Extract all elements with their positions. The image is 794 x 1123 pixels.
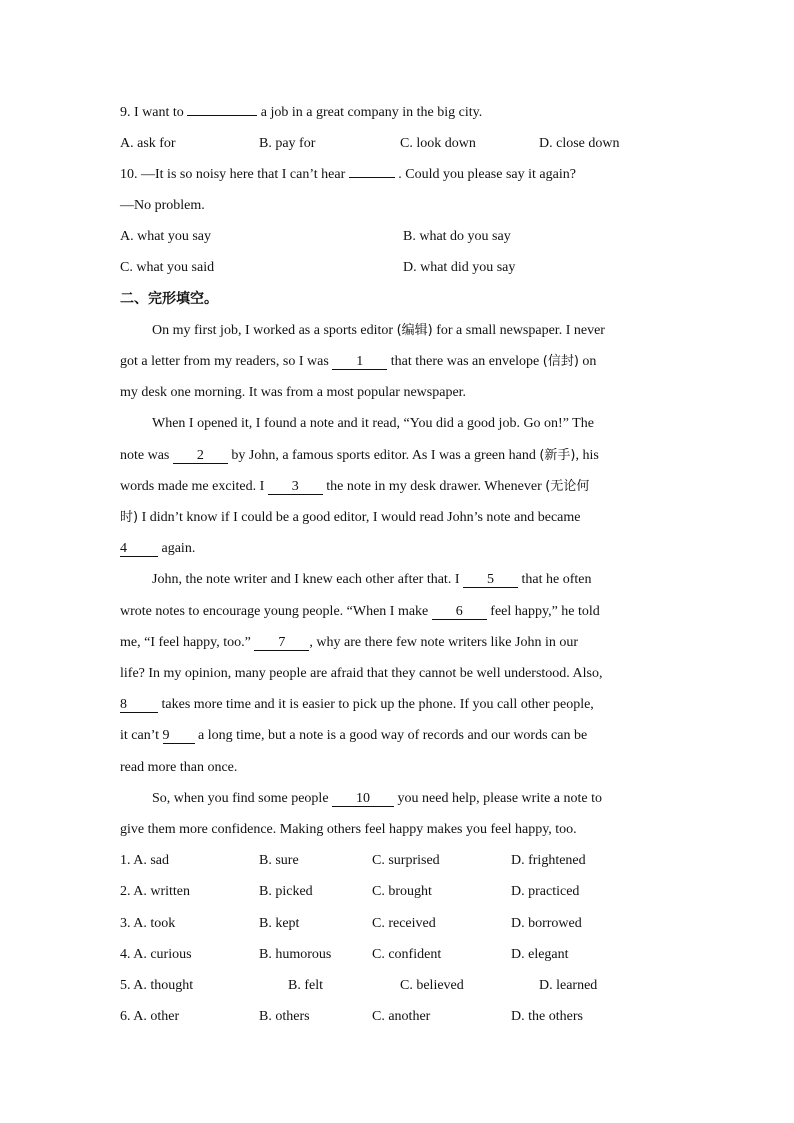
cloze-option[interactable]: D. borrowed — [511, 916, 582, 931]
passage-line: it can’t 9 a long time, but a note is a good way of records and our words can be — [120, 728, 588, 743]
cloze-option[interactable]: 2. A. written — [120, 884, 190, 899]
question-text: a job in a great company in the big city. — [260, 105, 483, 120]
cloze-option[interactable]: B. humorous — [259, 947, 332, 962]
answer-blank[interactable] — [187, 115, 257, 116]
passage-line: got a letter from my readers, so I was 1 that there was an envelope (信封) on — [120, 354, 597, 369]
passage-line: life? In my opinion, many people are afraid that they cannot be well understood. Also, — [120, 666, 603, 681]
answer-blank[interactable] — [349, 177, 395, 178]
cloze-option[interactable]: C. received — [372, 916, 436, 931]
question-text: 9. I want to — [120, 105, 188, 120]
cloze-option[interactable]: 5. A. thought — [120, 978, 194, 993]
passage-line: 8 takes more time and it is easier to pick up the phone. If you call other people, — [120, 697, 594, 712]
cloze-option[interactable]: 6. A. other — [120, 1009, 180, 1024]
cloze-option[interactable]: 1. A. sad — [120, 853, 169, 868]
cloze-blank-2[interactable]: 2 — [173, 449, 228, 464]
cloze-blank-7[interactable]: 7 — [254, 636, 309, 651]
passage-line: wrote notes to encourage young people. “When I make 6 feel happy,” he told — [120, 604, 600, 619]
passage-line: me, “I feel happy, too.” 7 , why are there few note writers like John in our — [120, 635, 579, 650]
cloze-option[interactable]: B. sure — [259, 853, 299, 868]
passage-line: words made me excited. I 3 the note in my desk drawer. Whenever (无论何 — [120, 479, 590, 494]
passage-line: When I opened it, I found a note and it read, “You did a good job. Go on!” The — [152, 416, 594, 431]
cloze-option[interactable]: C. another — [372, 1009, 431, 1024]
option-a[interactable]: A. what you say — [120, 229, 211, 244]
question-9 — [120, 104, 482, 122]
cloze-option[interactable]: D. learned — [539, 978, 598, 993]
question-10-reply: —No problem. — [120, 198, 205, 213]
question-text: . Could you please say it again? — [398, 167, 576, 182]
question-text: 10. —It is so noisy here that I can’t hear — [120, 167, 349, 182]
passage-line: read more than once. — [120, 760, 238, 775]
cloze-option[interactable]: C. brought — [372, 884, 432, 899]
cloze-blank-3[interactable]: 3 — [268, 480, 323, 495]
option-c[interactable]: C. what you said — [120, 260, 215, 275]
option-d[interactable]: D. what did you say — [403, 260, 516, 275]
cloze-option[interactable]: 3. A. took — [120, 916, 176, 931]
cloze-option[interactable]: C. surprised — [372, 853, 440, 868]
cloze-blank-8[interactable]: 8 — [120, 698, 158, 713]
passage-line: note was 2 by John, a famous sports editor. As I was a green hand (新手), his — [120, 448, 599, 463]
cloze-option[interactable]: B. felt — [288, 978, 323, 993]
option-b[interactable]: B. pay for — [259, 136, 316, 151]
cloze-blank-10[interactable]: 10 — [332, 792, 394, 807]
cloze-blank-1[interactable]: 1 — [332, 355, 387, 370]
cloze-option[interactable]: 4. A. curious — [120, 947, 192, 962]
cloze-option[interactable]: B. kept — [259, 916, 300, 931]
cloze-option[interactable]: B. others — [259, 1009, 310, 1024]
cloze-option[interactable]: C. confident — [372, 947, 442, 962]
option-b[interactable]: B. what do you say — [403, 229, 511, 244]
cloze-blank-9[interactable]: 9 — [163, 729, 195, 744]
passage-line: 4 again. — [120, 541, 196, 556]
section-title: 二、完形填空。 — [120, 291, 218, 307]
cloze-blank-6[interactable]: 6 — [432, 605, 487, 620]
cloze-option[interactable]: D. practiced — [511, 884, 580, 899]
option-a[interactable]: A. ask for — [120, 136, 176, 151]
cloze-option[interactable]: C. believed — [400, 978, 464, 993]
passage-line: John, the note writer and I knew each other after that. I 5 that he often — [152, 572, 592, 587]
cloze-option[interactable]: D. the others — [511, 1009, 583, 1024]
option-d[interactable]: D. close down — [539, 136, 620, 151]
cloze-option[interactable]: D. frightened — [511, 853, 586, 868]
cloze-option[interactable]: B. picked — [259, 884, 313, 899]
passage-line: So, when you find some people 10 you need help, please write a note to — [152, 791, 603, 806]
cloze-blank-4[interactable]: 4 — [120, 542, 158, 557]
passage-line: my desk one morning. It was from a most popular newspaper. — [120, 385, 467, 400]
cloze-option[interactable]: D. elegant — [511, 947, 569, 962]
option-c[interactable]: C. look down — [400, 136, 476, 151]
passage-line: 时) I didn’t know if I could be a good editor, I would read John’s note and became — [120, 510, 581, 525]
cloze-blank-5[interactable]: 5 — [463, 573, 518, 588]
passage-line: give them more confidence. Making others feel happy makes you feel happy, too. — [120, 822, 577, 837]
passage-line: On my first job, I worked as a sports editor (编辑) for a small newspaper. I never — [152, 323, 605, 338]
question-10 — [120, 166, 576, 184]
